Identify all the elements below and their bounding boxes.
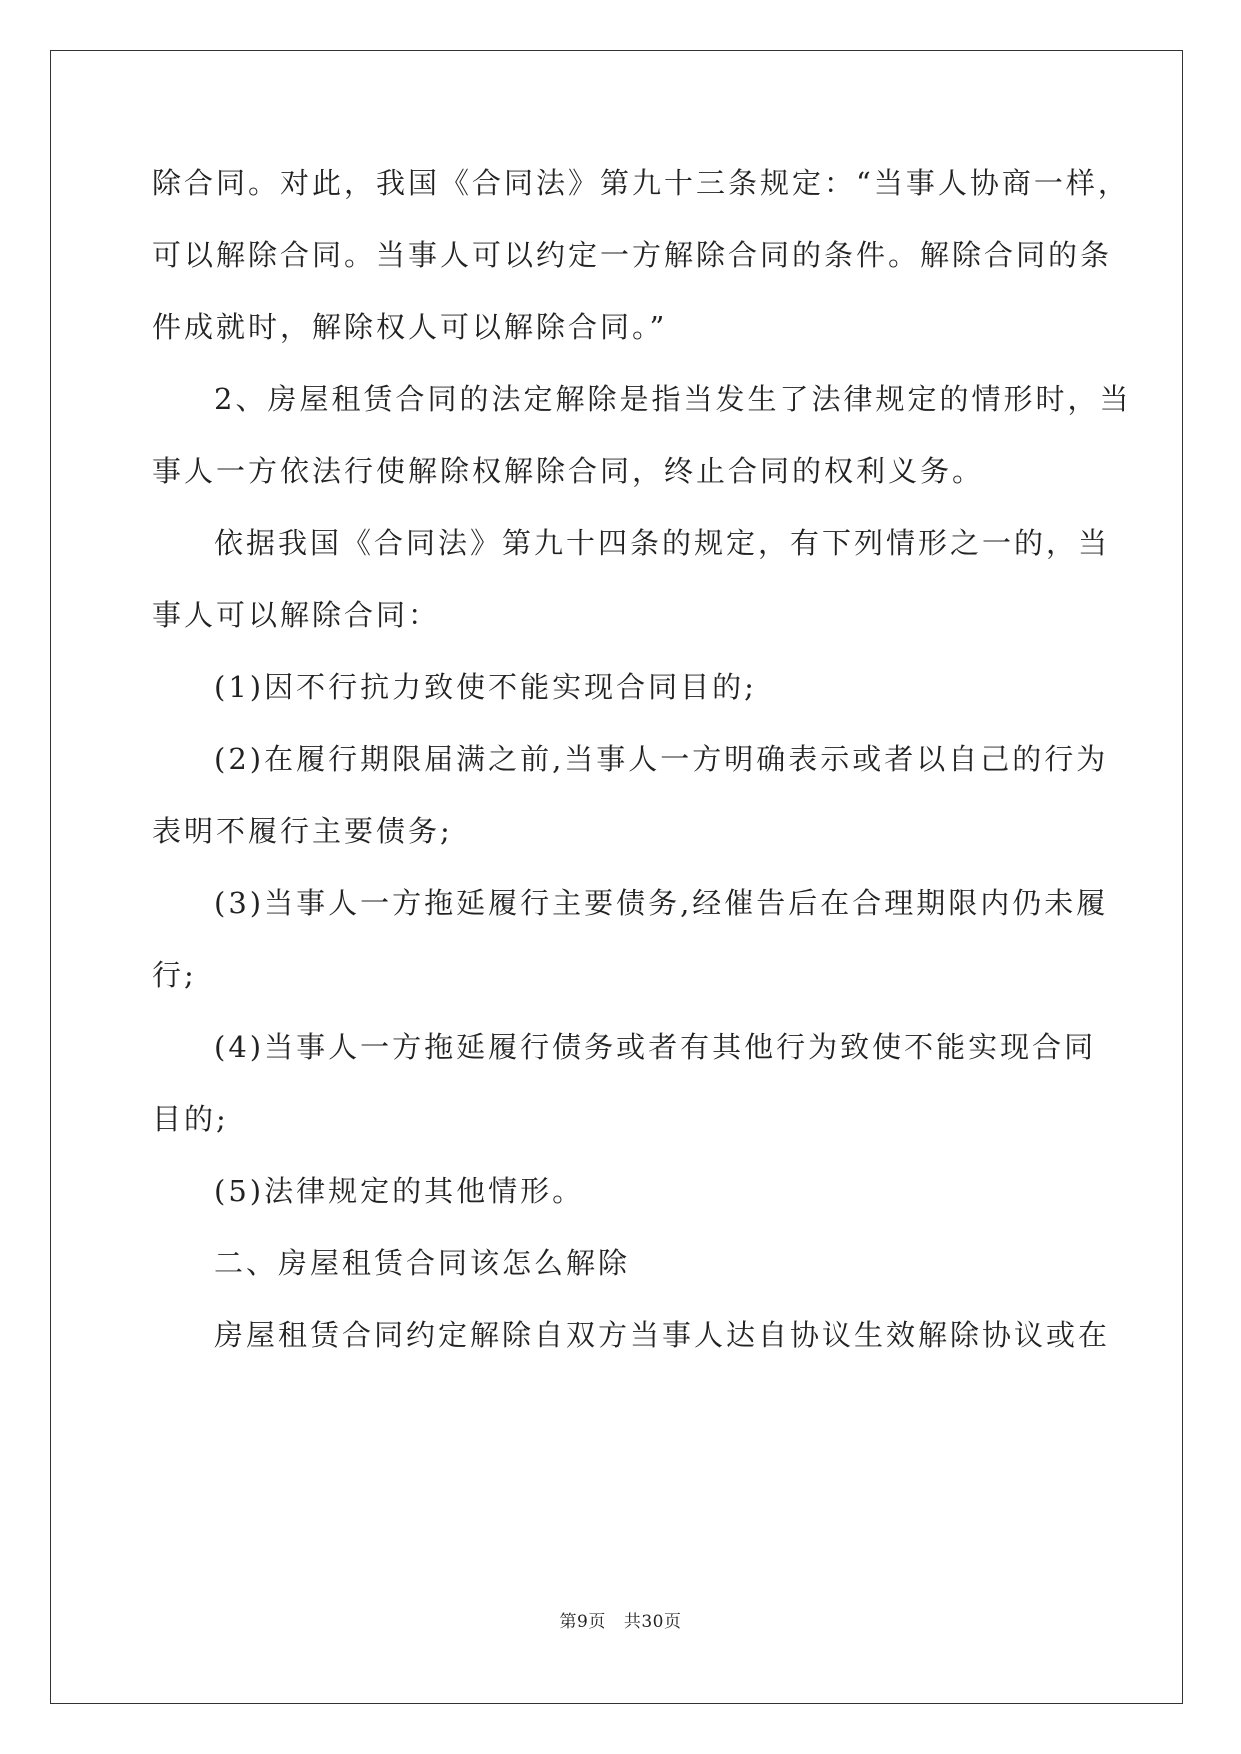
total-pages-label: 共30页 [623, 1612, 682, 1632]
paragraph-start-line: 房屋租赁合同约定解除自双方当事人达自协议生效解除协议或在 [214, 1318, 1111, 1352]
text-line: 行; [152, 958, 197, 992]
section-heading: 二、房屋租赁合同该怎么解除 [214, 1246, 631, 1280]
text-line: 件成就时，解除权人可以解除合同。” [152, 310, 668, 344]
list-item-5: (5)法律规定的其他情形。 [214, 1174, 585, 1208]
paragraph-start-line: 2、房屋租赁合同的法定解除是指当发生了法律规定的情形时，当 [214, 382, 1132, 416]
text-line: 目的; [152, 1102, 229, 1136]
current-page-label: 第9页 [559, 1612, 606, 1632]
text-line: 表明不履行主要债务; [152, 814, 453, 848]
list-item-2: (2)在履行期限届满之前,当事人一方明确表示或者以自己的行为 [214, 742, 1109, 776]
text-line: 除合同。对此，我国《合同法》第九十三条规定：“当事人协商一样， [152, 166, 1130, 200]
text-line: 可以解除合同。当事人可以约定一方解除合同的条件。解除合同的条 [152, 238, 1113, 272]
page-footer [0, 1607, 1241, 1632]
text-line: 事人可以解除合同： [152, 598, 441, 632]
list-item-3: (3)当事人一方拖延履行主要债务,经催告后在合理期限内仍未履 [214, 886, 1109, 920]
paragraph-start-line: 依据我国《合同法》第九十四条的规定，有下列情形之一的，当 [214, 526, 1111, 560]
page-border [50, 50, 1183, 1704]
list-item-4: (4)当事人一方拖延履行债务或者有其他行为致使不能实现合同 [214, 1030, 1097, 1064]
list-item-1: (1)因不行抗力致使不能实现合同目的; [214, 670, 757, 704]
text-line: 事人一方依法行使解除权解除合同，终止合同的权利义务。 [152, 454, 985, 488]
